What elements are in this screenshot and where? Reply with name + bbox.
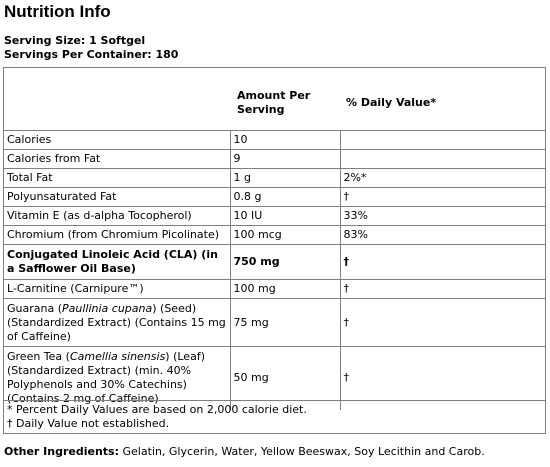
- other-ingredients-label: Other Ingredients:: [4, 445, 119, 458]
- nutrient-daily-value: †: [340, 188, 545, 207]
- nutrient-name: Calories: [4, 131, 230, 150]
- nutrient-name: Polyunsaturated Fat: [4, 188, 230, 207]
- nutrition-table: [4, 130, 545, 410]
- nutrient-daily-value: 2%*: [340, 169, 545, 188]
- nutrient-daily-value: 83%: [340, 226, 545, 245]
- nutrient-amount: 50 mg: [230, 347, 340, 410]
- table-row: [4, 207, 545, 226]
- amount-per-serving-header: Amount Per Serving: [237, 89, 311, 116]
- footnotes: [4, 400, 545, 433]
- page-title: Nutrition Info: [4, 2, 111, 21]
- name-text: Green Tea (: [7, 350, 70, 364]
- nutrient-daily-value: [340, 150, 545, 169]
- nutrition-panel: [3, 67, 546, 434]
- table-row: [4, 131, 545, 150]
- nutrient-name: Vitamin E (as d-alpha Tocopherol): [4, 207, 230, 226]
- nutrient-daily-value: [340, 131, 545, 150]
- other-ingredients-list: Gelatin, Glycerin, Water, Yellow Beeswax, Soy Lecithin and Carob.: [122, 445, 485, 458]
- other-ingredients: [4, 445, 485, 458]
- name-text: ) (Seed) (Standardized Extract) (Contains 15 mg of Caffeine): [7, 301, 226, 343]
- table-row: [4, 226, 545, 245]
- nutrient-amount: 10: [230, 131, 340, 150]
- nutrient-amount: 0.8 g: [230, 188, 340, 207]
- nutrient-daily-value: 33%: [340, 207, 545, 226]
- botanical-name: Paullinia cupana: [62, 301, 153, 315]
- serving-size: Serving Size: 1 Softgel: [4, 34, 146, 47]
- nutrient-daily-value: †: [340, 280, 545, 299]
- footnote-percent-daily: * Percent Daily Values are based on 2,000 calorie diet.: [7, 403, 307, 416]
- table-row: [4, 299, 545, 347]
- servings-per-container: Servings Per Container: 180: [4, 48, 179, 61]
- nutrient-name: Chromium (from Chromium Picolinate): [4, 226, 230, 245]
- table-row: [4, 245, 545, 280]
- nutrient-name: L-Carnitine (Carnipure™): [4, 280, 230, 299]
- table-row: [4, 188, 545, 207]
- nutrient-amount: 100 mg: [230, 280, 340, 299]
- nutrient-daily-value: †: [340, 245, 545, 280]
- table-row: [4, 169, 545, 188]
- name-text: ) (Leaf) (Standardized Extract) (min. 40% Polyphenols and 30% Catechins) (Contains 2 mg of Caffeine): [7, 350, 205, 406]
- footnote-dagger: † Daily Value not established.: [7, 417, 170, 430]
- nutrient-amount: 75 mg: [230, 299, 340, 347]
- table-row: [4, 280, 545, 299]
- nutrient-daily-value: †: [340, 347, 545, 410]
- nutrient-amount: 750 mg: [230, 245, 340, 280]
- nutrient-daily-value: †: [340, 299, 545, 347]
- nutrient-name: Total Fat: [4, 169, 230, 188]
- botanical-name: Camellia sinensis: [69, 350, 166, 364]
- nutrient-amount: 100 mcg: [230, 226, 340, 245]
- table-row: [4, 150, 545, 169]
- nutrient-name: Conjugated Linoleic Acid (CLA) (in a Safflower Oil Base): [4, 245, 230, 280]
- nutrient-name: [4, 299, 230, 347]
- name-text: Guarana (: [7, 301, 62, 315]
- nutrient-amount: 9: [230, 150, 340, 169]
- nutrient-amount: 10 IU: [230, 207, 340, 226]
- nutrient-amount: 1 g: [230, 169, 340, 188]
- nutrient-name: Calories from Fat: [4, 150, 230, 169]
- daily-value-header: % Daily Value*: [346, 96, 437, 109]
